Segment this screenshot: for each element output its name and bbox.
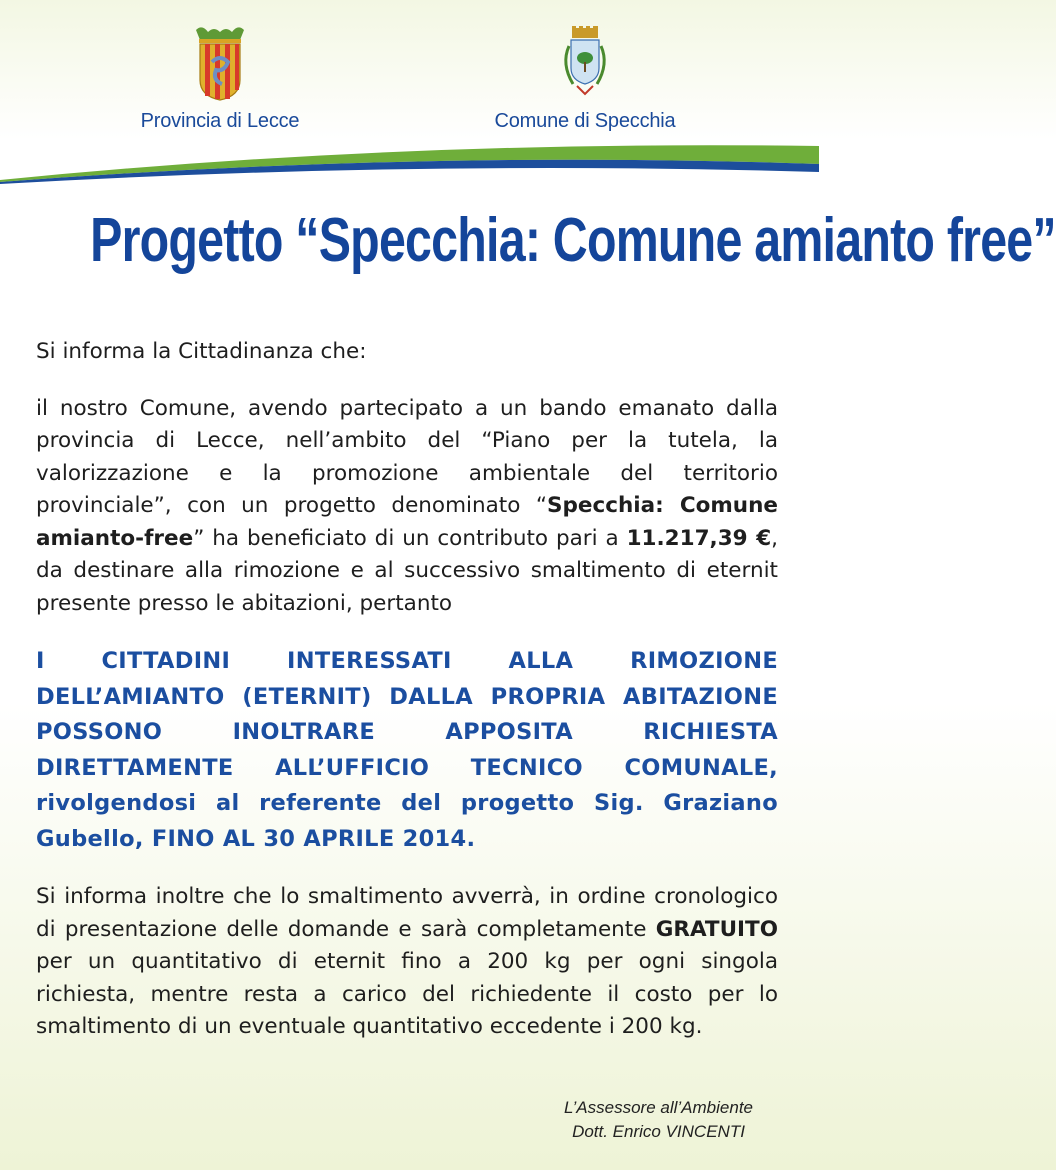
signature xyxy=(564,1096,753,1144)
project-name: Specchia: Comune amianto-free xyxy=(36,493,778,551)
provincia-lecce-logo xyxy=(100,26,340,133)
paragraph-text: Si informa inoltre che lo smaltimento avverrà, in ordine cronologico di presentazione delle domande e sarà completamente xyxy=(36,884,778,942)
provincia-lecce-crest-icon xyxy=(190,26,250,102)
page-title: Progetto “Specchia: Comune amianto free” xyxy=(90,206,1056,275)
header xyxy=(0,0,819,200)
comune-specchia-logo xyxy=(465,26,705,133)
notice-rest: , rivolgendosi al referente del progetto Sig. Graziano Gubello, FINO AL 30 APRILE 2014. xyxy=(36,754,778,852)
comune-specchia-crest-icon xyxy=(555,26,615,102)
free-label: GRATUITO xyxy=(655,916,778,942)
signature-role: L’Assessore all’Ambiente xyxy=(564,1098,753,1117)
intro-text: Si informa la Cittadinanza che: xyxy=(36,339,367,364)
notice-highlight xyxy=(36,644,778,857)
header-swoosh xyxy=(0,140,819,200)
provincia-lecce-label: Provincia di Lecce xyxy=(140,110,300,132)
paragraph-text: ” ha beneficiato di un contributo pari a xyxy=(193,525,627,551)
paragraph-text: il nostro Comune, avendo partecipato a un bando emanato dalla provincia di Lecce, nell’ambito del “Piano per la tutela, la valorizzazione e la promozione ambientale del territorio provinciale”, con un progetto denominato “ xyxy=(36,395,778,518)
notice-body xyxy=(36,336,778,1044)
paragraph-contribution xyxy=(36,393,778,621)
paragraph-disposal xyxy=(36,881,778,1044)
comune-specchia-label: Comune di Specchia xyxy=(494,110,676,132)
contribution-amount: 11.217,39 € xyxy=(626,525,772,551)
notice-caps: I CITTADINI INTERESSATI ALLA RIMOZIONE DELL’AMIANTO (ETERNIT) DALLA PROPRIA ABITAZIONE POSSONO INOLTRARE APPOSITA RICHIESTA DIRETTAMENTE ALL’UFFICIO TECNICO COMUNALE xyxy=(36,648,778,781)
signature-name: Dott. Enrico VINCENTI xyxy=(572,1122,745,1141)
paragraph-text: per un quantitativo di eternit fino a 200 kg per ogni singola richiesta, mentre resta a carico del richiedente il costo per lo smaltimento di un eventuale quantitativo eccedente i 200 kg. xyxy=(36,949,778,1039)
paragraph-text: , da destinare alla rimozione e al successivo smaltimento di eternit presente presso le abitazioni, pertanto xyxy=(36,525,779,616)
